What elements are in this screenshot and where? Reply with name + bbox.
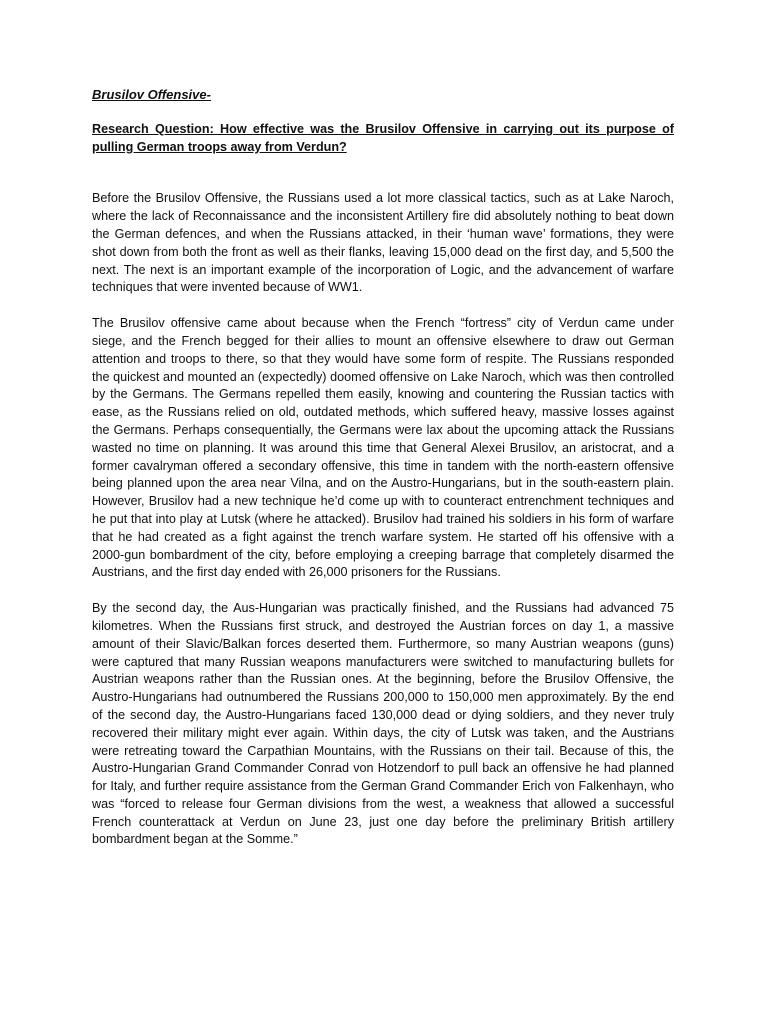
paragraph-lake-naroch: Before the Brusilov Offensive, the Russians used a lot more classical tactics, such as at Lake Naroch, where the lack of Reconnaissance and the inconsistent Artillery fire did absolutely nothing to beat down the German defences, and when the Russians attacked, in their ‘human wave’ formations, they were shot down from both the front as well as their flanks, leaving 15,000 dead on the first day, and 5,500 the next. The next is an important example of the incorporation of Logic, and the advancement of warfare techniques that were invented because of WW1.: [92, 191, 674, 295]
paragraph-second-day: By the second day, the Aus-Hungarian was practically finished, and the Russians had advanced 75 kilometres. When the Russians first struck, and destroyed the Austrian forces on day 1, a massive amount of their Slavic/Balkan forces deserted them. Furthermore, so many Austrian weapons (guns) were captured that many Russian weapons manufacturers were switched to manufacturing bullets for Austrian weapons rather than the Russian ones. At the beginning, before the Brusilov Offensive, the Austro-Hungarians had outnumbered the Russians 200,000 to 150,000 men approximately. By the end of the second day, the Austro-Hungarians faced 130,000 dead or dying soldiers, and they never truly recovered their military might ever again. Within days, the city of Lutsk was taken, and the Austrians were retreating toward the Carpathian Mountains, with the Russians on their tail. Because of this, the Austro-Hungarian Grand Commander Conrad von Hotzendorf to pull back an offensive he had planned for Italy, and further require assistance from the German Grand Commander Erich von Falkenhayn, who was “forced to release four German divisions from the west, a weakness that allowed a successful French counterattack at Verdun on June 23, just one day before the preliminary British artillery bombardment began at the Somme.”: [92, 601, 674, 847]
paragraph-offensive-origins: The Brusilov offensive came about because when the French “fortress” city of Verdun came under siege, and the French begged for their allies to mount an offensive elsewhere to draw out German attention and troops to there, so that they would have some form of respite. The Russians responded the quickest and mounted an (expectedly) doomed offensive on Lake Naroch, which was then controlled by the Germans. The Germans repelled them easily, knowing and countering the Russian tactics with ease, as the Russians relied on old, outdated methods, which suffered heavy, massive losses against the Germans. Perhaps consequentially, the Germans were lax about the upcoming attack the Russians wasted no time on planning. It was around this time that General Alexei Brusilov, an aristocrat, and a former cavalryman offered a secondary offensive, this time in tandem with the north-eastern offensive being planned upon the area near Vilna, and on the Austro-Hungarians, but in the south-eastern plain. However, Brusilov had a new technique he’d come up with to counteract entrenchment techniques and he put that into play at Lutsk (where he attacked). Brusilov had trained his soldiers in his form of warfare that he had created as a fight against the trench warfare system. He started off his offensive with a 2000-gun bombardment of the city, before employing a creeping barrage that completely disarmed the Austrians, and the first day ended with 26,000 prisoners for the Russians.: [92, 316, 674, 580]
document-page: [92, 86, 674, 867]
research-question: Research Question: How effective was the Brusilov Offensive in carrying out its purpose of pulling German troops away from Verdun?: [92, 121, 674, 154]
document-title: Brusilov Offensive-: [92, 87, 211, 102]
